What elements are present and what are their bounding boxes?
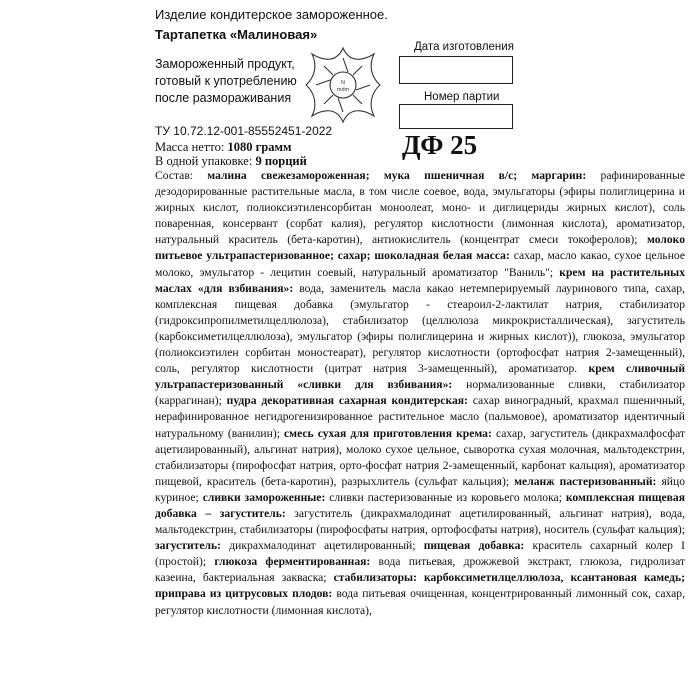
- batch-number-box: [399, 104, 513, 129]
- ingredient-heading: малина свежезамороженная; мука пшеничная в/с; маргарин:: [207, 169, 601, 182]
- ingredient-heading: крем на растительных маслах «для взбивания»:: [155, 265, 685, 295]
- manufacture-date-label: Дата изготовления: [414, 41, 514, 53]
- pack-value: 9 порций: [255, 154, 307, 168]
- product-category-title: Изделие кондитерское замороженное.: [155, 7, 388, 22]
- ingredient-detail: нормализованные сливки, стабилизатор (каррагинан);: [155, 378, 685, 408]
- ingredient-detail: вода питьевая очищенная, концентрированный лимонный сок, сахар, регулятор кислотности (лимонная кислота),: [155, 587, 686, 617]
- ingredient-heading: загуститель:: [155, 539, 230, 553]
- ingredient-heading: меланж пастеризованный:: [514, 474, 662, 488]
- mass-label: Масса нетто:: [155, 140, 225, 154]
- ingredient-heading: пудра декоративная сахарная кондитерская:: [226, 394, 473, 408]
- ingredient-heading: смесь сухая для приготовления крема:: [284, 426, 496, 440]
- ornament-seal-icon: [300, 42, 386, 128]
- ingredient-heading: комплексная пищевая добавка – загуститель:: [155, 490, 685, 520]
- svg-text:mdm: mdm: [336, 87, 350, 93]
- product-description: Замороженный продукт, готовый к употреблению после размораживания: [155, 57, 297, 105]
- product-code: ДФ 25: [402, 130, 478, 160]
- tu-code: ТУ 10.72.12-001-85552451-2022: [155, 124, 333, 138]
- ingredient-detail: сливки пастеризованные из коровьего молока;: [329, 490, 566, 504]
- ingredient-detail: яйцо куриное;: [155, 474, 685, 504]
- manufacture-date-box: [399, 56, 513, 84]
- composition-lead: Состав:: [155, 169, 208, 182]
- ingredient-heading: пищевая добавка:: [423, 539, 533, 553]
- mass-value: 1080 грамм: [227, 140, 292, 154]
- ingredient-detail: сахар, масло какао, сухое цельное молоко, эмульгатор - лецитин соевый, натуральный ароматизатор "Ваниль";: [155, 249, 685, 279]
- mass-and-pack-info: [155, 140, 307, 168]
- ingredient-detail: загуститель (дикрахмалодинат ацетилированный, альгинат натрия), вода, мальтодекстрин, стабилизаторы (пирофосфаты натрия, ортофосфаты натрия), носитель (сульфат кальция);: [155, 506, 685, 537]
- ingredient-detail: вода, заменитель масла какао нетемперируемый лауринового типа, сахар, комплексная пищевая добавка (эмульгатор - стеароил-2-лактилат натрия, стабилизатор (гидроксипропилметилцеллюлоза), стабилизатор (целлюлоза микрокристаллическая), загуститель (карбоксиметилцеллюлоза), эмульгатор (эфиры полиглицерина и жирных кислот)), глюкоза, эмульгатор (полиоксиэтилен сорбитан моностеарат), регулятор кислотности (ортофосфат натрия 2-замещенный), соль, регулятор кислотности (цитрат натрия 3-замещенный), ароматизатор.: [155, 281, 685, 376]
- ingredient-detail: вода питьевая, дрожжевой экстракт, глюкоза, гидролизат казеина, бактериальная закваска;: [155, 555, 685, 585]
- composition-text: [155, 168, 685, 619]
- pack-label: В одной упаковке:: [155, 154, 253, 168]
- ingredient-heading: глюкоза ферментированная:: [214, 555, 379, 569]
- ingredient-heading: стабилизаторы: карбоксиметилцеллюлоза, ксантановая камедь; приправа из цитрусовых плодов:: [155, 571, 685, 601]
- svg-text:N: N: [341, 80, 345, 86]
- ingredient-detail: дикрахмалодинат ацетилированный;: [229, 539, 424, 553]
- ingredient-detail: сахар виноградный, крахмал пшеничный, нерафинированное негидрогенизированное растительное масло (пальмовое), ароматизатор идентичный натуральному (ванилин);: [155, 394, 685, 440]
- batch-number-label: Номер партии: [424, 91, 500, 103]
- ingredient-heading: крем сливочный ультрапастеризованный «сливки для взбивания»:: [155, 362, 685, 392]
- ingredient-detail: рафинированные дезодорированные растительные масла, в том числе соевое, вода, эмульгаторы (эфиры полиглицерина и жирных кислот, полиоксиэтиленсорбитан моноолеат, моно- и диглицериды жирных кислот), соль поваренная, консервант (сорбат калия), регулятор кислотности (лимонная кислота), ароматизатор, натуральный краситель (бета-каротин), антиокислитель (концентрат смеси токоферолов);: [155, 169, 685, 247]
- product-name-title: Тартапетка «Малиновая»: [155, 27, 318, 42]
- ingredient-detail: краситель сахарный колер I (простой);: [155, 539, 685, 569]
- ingredient-heading: молоко питьевое ультрапастеризованное; сахар; шоколадная белая масса:: [155, 233, 685, 263]
- ingredient-detail: сахар, загуститель (дикрахмалфосфат ацетилированный), альгинат натрия), молоко сухое цельное, сыворотка сухая молочная, мальтодекстрин, стабилизаторы (пирофосфат натрия, орто-фосфат натрия 2-замещенный, карбонат кальция), ароматизатор пищевой, краситель (бета-каротин), разрыхлитель (сульфат кальция);: [155, 426, 685, 488]
- ingredient-heading: сливки замороженные:: [202, 490, 330, 504]
